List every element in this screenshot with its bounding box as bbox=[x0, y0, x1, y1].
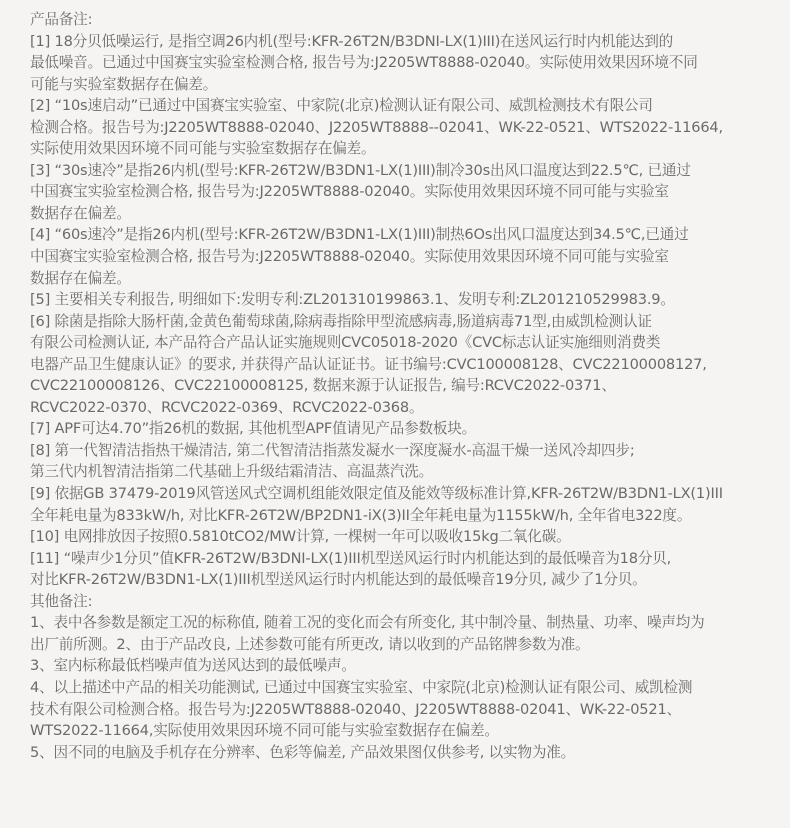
note-line: [4] “60s速冷”是指26内机(型号:KFR-26T2W/B3DN1-LX(1)III)制热6Os出风口温度达到34.5℃,已通过 bbox=[30, 226, 689, 244]
note-line: 检测合格。报告号为:J2205WT8888-02040、J2205WT8888--02041、WK-22-0521、WTS2022-11664, bbox=[30, 118, 723, 136]
note-line: 中国赛宝实验室检测合格, 报告号为:J2205WT8888-02040。实际使用效果因环境不同可能与实验室 bbox=[30, 183, 669, 201]
note-line: [3] “30s速冷”是指26内机(型号:KFR-26T2W/B3DN1-LX(1)III)制冷30s出风口温度达到22.5℃, 已通过 bbox=[30, 161, 691, 179]
note-line: [9] 依据GB 37479-2019风管送风式空调机组能效限定值及能效等级标准计算,KFR-26T2W/B3DN1-LX(1)III bbox=[30, 485, 723, 503]
note-line: 有限公司检测认证, 本产品符合产品认证实施规则CVC05018-2020《CVC标志认证实施细则消费类 bbox=[30, 334, 661, 352]
note-line: [5] 主要相关专利报告, 明细如下:发明专利:ZL201310199863.1、发明专利:ZL201210529983.9。 bbox=[30, 291, 675, 309]
note-line: [11] “噪声少1分贝”值KFR-26T2W/B3DNI-LX(1)III机型送风运行时内机能达到的最低噪音为18分贝, bbox=[30, 549, 672, 567]
note-line: [10] 电网排放因子按照0.5810tCO2/MW计算, 一棵树一年可以吸收15kg二氧化碳。 bbox=[30, 528, 571, 546]
other-note-line: 3、室内标称最低档噪声值为送风达到的最低噪声。 bbox=[30, 657, 356, 675]
note-line: 全年耗电量为833kW/h, 对比KFR-26T2W/BP2DN1-iX(3)II全年耗电量为1155kW/h, 全年省电322度。 bbox=[30, 506, 692, 524]
other-note-line: 技术有限公司检测合格。报告号为:J2205WT8888-02040、J2205WT8888-02041、WK-22-0521、 bbox=[30, 700, 681, 718]
other-note-line: 出厂前所测。2、由于产品改良, 上述参数可能有所更改, 请以收到的产品铭牌参数为准。 bbox=[30, 635, 590, 653]
note-line: 可能与实验室数据存在偏差。 bbox=[30, 75, 218, 93]
note-line: [6] 除菌是指除大肠杆菌,金黄色葡萄球菌,除病毒指除甲型流感病毒,肠道病毒71型,由威凯检测认证 bbox=[30, 312, 652, 330]
note-line: 实际使用效果因环境不同可能与实验室数据存在偏差。 bbox=[30, 140, 376, 158]
note-line: 数据存在偏差。 bbox=[30, 269, 131, 287]
note-line: [8] 第一代智清洁指热干燥清洁, 第二代智清洁指蒸发凝水一深度凝水-高温干燥一送风冷却四步; bbox=[30, 441, 635, 459]
product-notes-heading: 产品备注: bbox=[30, 11, 93, 28]
note-line: 电器产品卫生健康认证》的要求, 并获得产品认证证书。证书编号:CVC100008128、CVC22100008127, bbox=[30, 355, 707, 373]
other-note-line: 1、表中各参数是额定工况的标称值, 随着工况的变化而会有所变化, 其中制冷量、制热量、功率、噪声均为 bbox=[30, 614, 705, 632]
note-line: [1] 18分贝低噪运行, 是指空调26内机(型号:KFR-26T2N/B3DNI-LX(1)III)在送风运行时内机能达到的 bbox=[30, 32, 673, 50]
note-line: 最低噪音。已通过中国赛宝实验室检测合格, 报告号为:J2205WT8888-02040。实际使用效果因环境不同 bbox=[30, 54, 698, 72]
note-line: CVC22100008126、CVC22100008125, 数据来源于认证报告, 编号:RCVC2022-0371、 bbox=[30, 377, 616, 395]
note-line: RCVC2022-0370、RCVC2022-0369、RCVC2022-0368。 bbox=[30, 398, 424, 416]
note-line: 数据存在偏差。 bbox=[30, 204, 131, 222]
other-note-line: 5、因不同的电脑及手机存在分辨率、色彩等偏差, 产品效果图仅供参考, 以实物为准。 bbox=[30, 743, 576, 761]
note-line: [2] “10s速启动”已通过中国赛宝实验室、中家院(北京)检测认证有限公司、威凯检测技术有限公司 bbox=[30, 97, 653, 115]
note-line: [7] APF可达4.70”指26机的数据, 其他机型APF值请见产品参数板块。 bbox=[30, 420, 477, 438]
note-line: 中国赛宝实验室检测合格, 报告号为:J2205WT8888-02040。实际使用效果因环境不同可能与实验室 bbox=[30, 248, 669, 266]
other-notes-heading: 其他备注: bbox=[30, 592, 93, 610]
other-note-line: 4、以上描述中产品的相关功能测试, 已通过中国赛宝实验室、中家院(北京)检测认证有限公司、威凯检测 bbox=[30, 678, 693, 696]
note-line: 对比KFR-26T2W/B3DN1-LX(1)III机型送风运行时内机能达到的最低噪音19分贝, 减少了1分贝。 bbox=[30, 571, 647, 589]
other-note-line: WTS2022-11664,实际使用效果因环境不同可能与实验室数据存在偏差。 bbox=[30, 722, 499, 740]
note-line: 第三代内机智清洁指第二代基础上升级结霜清洁、高温蒸汽洗。 bbox=[30, 463, 434, 481]
